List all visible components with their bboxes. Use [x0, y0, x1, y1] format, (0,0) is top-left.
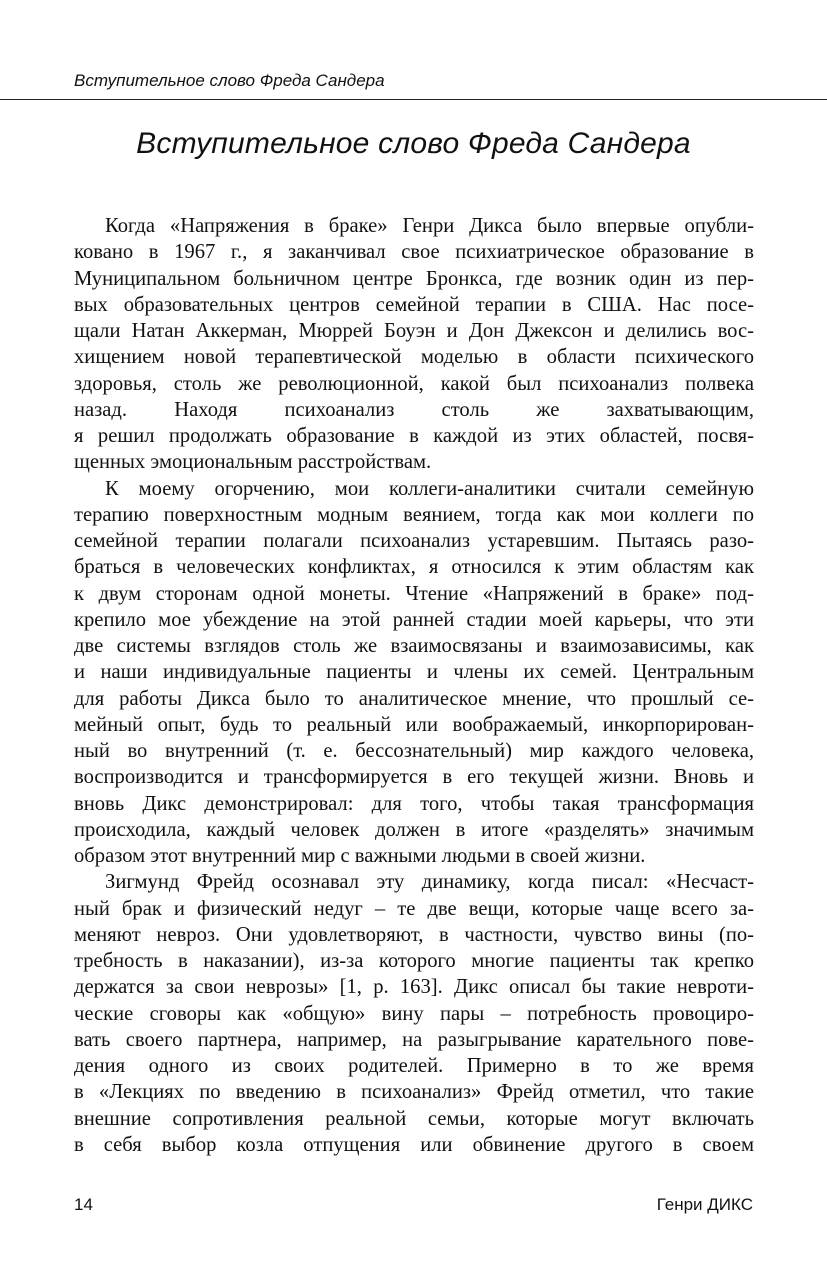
text-line: внешние сопротивления реальной семьи, которые могут включать [74, 1107, 754, 1130]
text-line: ный брак и физический недуг – те две вещи, которые чаще всего за- [74, 897, 754, 920]
text-line: ческие сговоры как «общую» вину пары – потребность провоциро- [74, 1002, 754, 1025]
text-line: требность в наказании), из-за которого многие пациенты так крепко [74, 950, 754, 972]
text-line: дения одного из своих родителей. Примерно в то же время [74, 1055, 754, 1077]
text-line: к двум сторонам одной монеты. Чтение «Напряжений в браке» под- [74, 582, 754, 605]
body-text [74, 213, 754, 1158]
text-line: две системы взглядов столь же взаимосвязаны и взаимозависимы, как [74, 635, 754, 657]
text-line: щенных эмоциональным расстройствам. [74, 451, 432, 474]
text-line: терапию поверхностным модным веянием, тогда как мои коллеги по [74, 503, 754, 526]
text-line: вать своего партнера, например, на разыгрывание карательного пове- [74, 1028, 754, 1051]
text-line: вновь Дикс демонстрировал: для того, чтобы такая трансформация [74, 792, 754, 815]
header-rule [0, 99, 827, 100]
text-line: ный во внутренний (т. е. бессознательный) мир каждого человека, [74, 740, 754, 762]
text-line: Муниципальном больничном центре Бронкса, где возник один из пер- [74, 267, 754, 290]
text-line: назад. Находя психоанализ столь же захватывающим, [74, 398, 754, 421]
text-line: в себя выбор козла отпущения или обвинение другого в своем [74, 1133, 754, 1156]
text-line: образом этот внутренний мир с важными людьми в своей жизни. [74, 845, 646, 867]
running-footer-author: Генри ДИКС [656, 1195, 753, 1214]
text-line: Когда «Напряжения в браке» Генри Дикса было впервые опубли- [105, 215, 754, 237]
text-line: здоровья, столь же революционной, какой был психоанализ полвека [74, 372, 754, 395]
text-line: воспроизводится и трансформируется в его текущей жизни. Вновь и [74, 766, 754, 789]
text-line: браться в человеческих конфликтах, я относился к этим областям как [74, 556, 754, 579]
text-line: для работы Дикса было то аналитическое мнение, что прошлый се- [74, 687, 754, 710]
text-line: семейной терапии полагали психоанализ устаревшим. Пытаясь разо- [74, 530, 754, 552]
text-line: щали Натан Аккерман, Мюррей Боуэн и Дон Джексон и делились вос- [74, 320, 754, 342]
text-line: крепило мое убеждение на этой ранней стадии моей карьеры, что эти [74, 608, 754, 631]
page-number: 14 [74, 1195, 93, 1214]
text-line: вых образовательных центров семейной терапии в США. Нас посе- [74, 293, 754, 316]
text-line: К моему огорчению, мои коллеги-аналитики считали семейную [105, 477, 754, 500]
text-line: ковано в 1967 г., я заканчивал свое психиатрическое образование в [74, 241, 754, 264]
text-line: и наши индивидуальные пациенты и члены их семей. Центральным [74, 661, 754, 684]
text-line: мейный опыт, будь то реальный или воображаемый, инкорпорирован- [74, 713, 754, 736]
text-line: в «Лекциях по введению в психоанализ» Фрейд отметил, что такие [74, 1081, 754, 1104]
chapter-title: Вступительное слово Фреда Сандера [136, 127, 691, 160]
text-line: я решил продолжать образование в каждой из этих областей, посвя- [74, 425, 754, 447]
text-line: держатся за свои неврозы» [1, р. 163]. Дикс описал бы такие невроти- [74, 976, 754, 999]
text-line: меняют невроз. Они удовлетворяют, в частности, чувство вины (по- [74, 923, 754, 946]
text-line: происходила, каждый человек должен в итоге «разделять» значимым [74, 818, 754, 841]
text-line: Зигмунд Фрейд осознавал эту динамику, когда писал: «Несчаст- [105, 871, 754, 894]
text-line: хищением новой терапевтической моделью в области психического [74, 346, 754, 369]
running-header: Вступительное слово Фреда Сандера [74, 71, 385, 90]
